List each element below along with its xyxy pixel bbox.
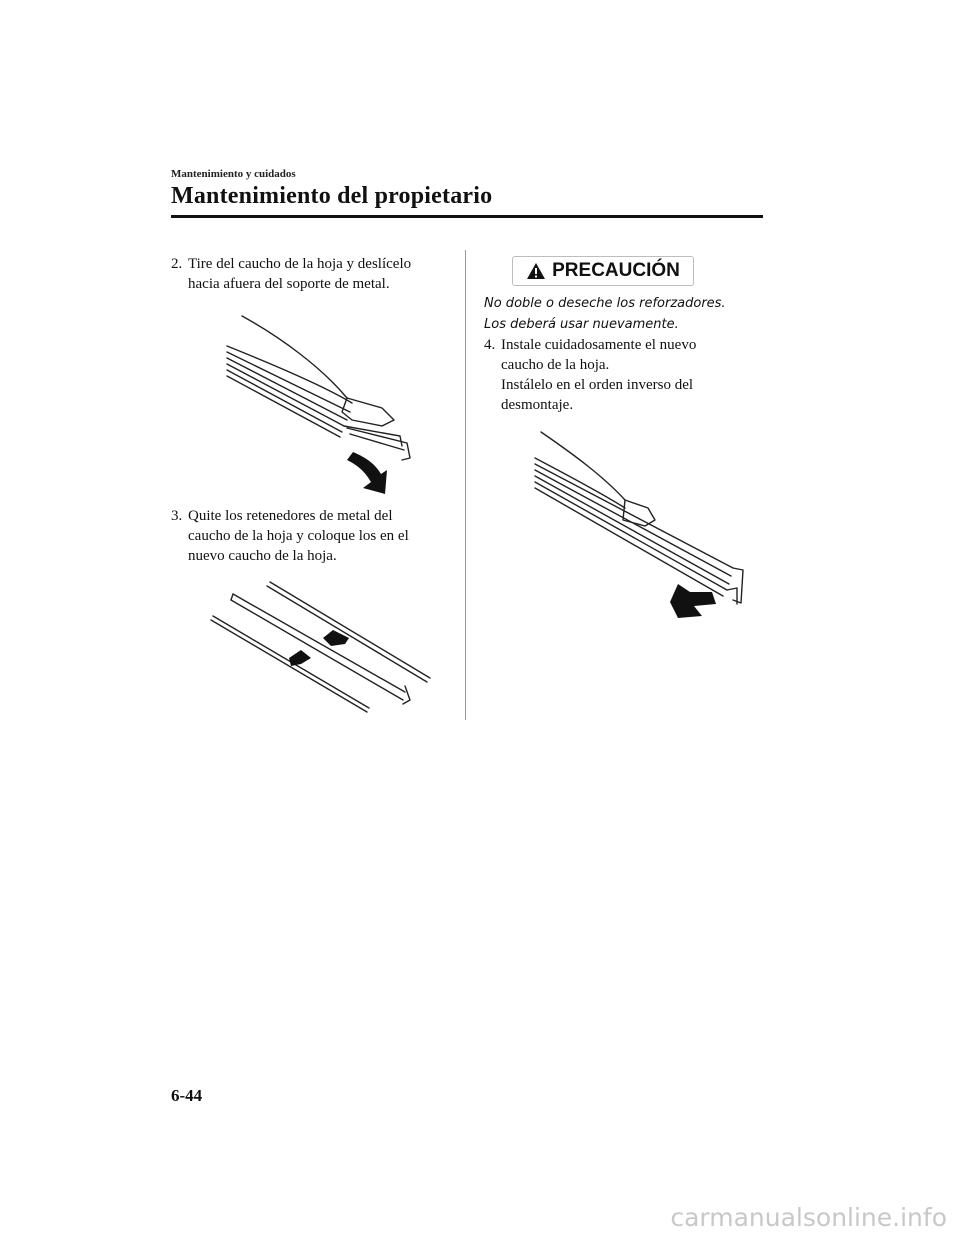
- step-text: Quite los retenedores de metal del caucho de la hoja y coloque los en el nuevo caucho de la hoja.: [188, 508, 409, 564]
- step-number: 3.: [171, 508, 183, 524]
- arrow-up-icon: [668, 582, 718, 620]
- arrow-down-icon: [345, 450, 395, 500]
- page-title: Mantenimiento del propietario: [171, 183, 493, 209]
- title-rule: [171, 215, 763, 218]
- step-number: 2.: [171, 256, 183, 272]
- retainers-illustration: [205, 580, 445, 720]
- step-text: Tire del caucho de la hoja y deslícelo hacia afuera del soporte de metal.: [188, 256, 412, 292]
- step-2: [171, 254, 456, 294]
- caution-banner: [512, 256, 694, 286]
- step-text: Instale cuidadosamente el nuevo caucho de la hoja. Instálelo en el orden inverso del desmontaje.: [501, 337, 697, 413]
- page-number: 6-44: [171, 1086, 203, 1105]
- warning-icon: [526, 262, 546, 280]
- caution-title: PRECAUCIÓN: [552, 260, 680, 281]
- watermark: carmanualsonline.info: [670, 1203, 947, 1232]
- column-divider: [465, 250, 466, 720]
- step-4: [484, 335, 764, 415]
- step-number: 4.: [484, 337, 496, 353]
- caution-text: No doble o deseche los reforzadores. Los deberá usar nuevamente.: [484, 296, 726, 332]
- section-label: Mantenimiento y cuidados: [171, 168, 296, 180]
- step-3: [171, 506, 456, 566]
